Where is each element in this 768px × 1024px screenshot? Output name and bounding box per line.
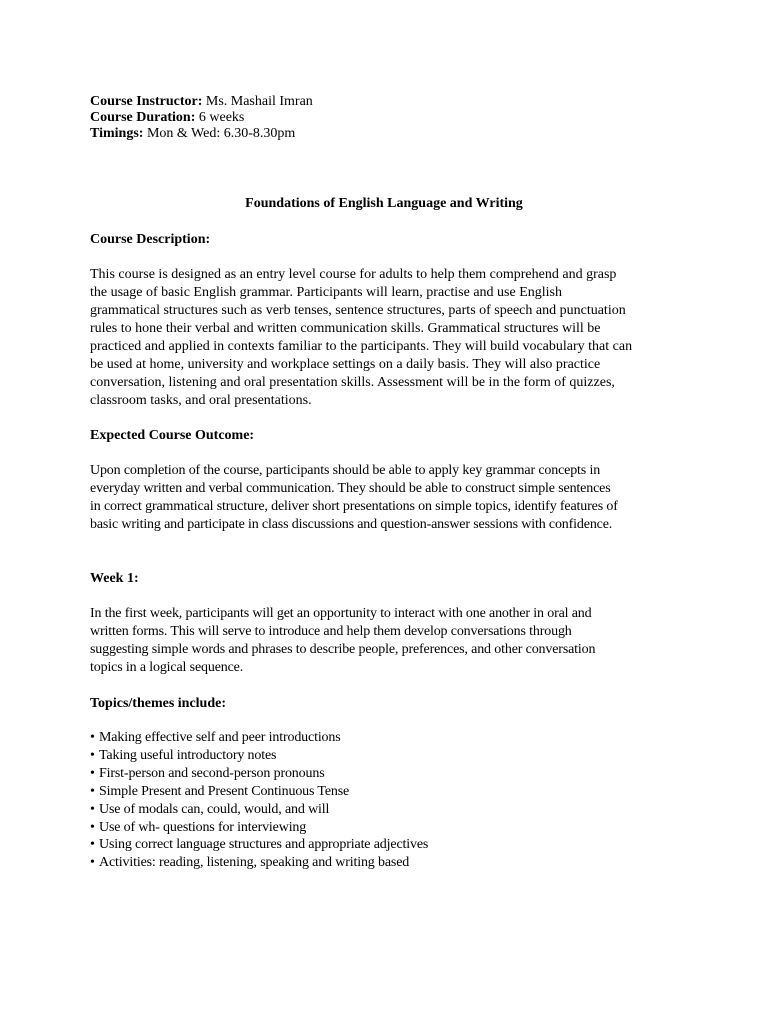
- week1-heading-text: Week 1:: [90, 571, 139, 586]
- bullet-icon: •: [90, 747, 95, 763]
- outcome-line: everyday written and verbal communication. They should be able to construct simple sentences: [90, 481, 611, 496]
- week1-line: written forms. This will serve to introduce and help them develop conversations through: [90, 624, 572, 639]
- list-item-text: Taking useful introductory notes: [99, 747, 277, 763]
- bullet-icon: •: [90, 730, 95, 745]
- list-item-text: Use of modals can, could, would, and will: [99, 801, 330, 817]
- topics-list: [90, 729, 428, 872]
- outcome-paragraph: [90, 462, 682, 534]
- list-item-text: Making effective self and peer introductions: [99, 730, 341, 745]
- list-item: [90, 801, 428, 819]
- description-line: grammatical structures such as verb tenses, sentence structures, parts of speech and punctuation: [90, 303, 626, 318]
- bullet-icon: •: [90, 783, 95, 799]
- week1-line: In the first week, participants will get an opportunity to interact with one another in oral and: [90, 606, 592, 621]
- instructor-value: Ms. Mashail Imran: [205, 94, 313, 109]
- timings-label: Timings:: [90, 126, 144, 141]
- list-item: [90, 729, 428, 747]
- description-heading: [90, 231, 210, 249]
- list-item: [90, 747, 428, 765]
- week1-paragraph: [90, 605, 682, 677]
- bullet-icon: •: [90, 855, 95, 871]
- topics-heading: [90, 695, 226, 713]
- list-item: [90, 836, 428, 854]
- description-line: the usage of basic English grammar. Participants will learn, practise and use English: [90, 285, 562, 300]
- timings-value: Mon & Wed: 6.30-8.30pm: [146, 126, 296, 141]
- list-item: [90, 819, 428, 837]
- description-line: classroom tasks, and oral presentations.: [90, 393, 312, 408]
- outcome-heading: [90, 427, 254, 445]
- description-line: This course is designed as an entry level course for adults to help them comprehend and grasp: [90, 267, 617, 282]
- list-item: [90, 765, 428, 783]
- outcome-line: in correct grammatical structure, deliver short presentations on simple topics, identify features of: [90, 499, 618, 514]
- bullet-icon: •: [90, 765, 95, 781]
- list-item-text: Simple Present and Present Continuous Tense: [99, 783, 350, 799]
- description-paragraph: [90, 266, 682, 410]
- outcome-line: basic writing and participate in class discussions and question-answer sessions with confidence.: [90, 517, 613, 532]
- list-item-text: Use of wh- questions for interviewing: [99, 819, 307, 835]
- topics-heading-text: Topics/themes include:: [90, 696, 226, 711]
- description-line: rules to hone their verbal and written communication skills. Grammatical structures will be: [90, 321, 601, 336]
- description-line: practiced and applied in contexts familiar to the participants. They will build vocabulary that can: [90, 339, 633, 354]
- duration-label: Course Duration:: [90, 110, 196, 125]
- duration-value: 6 weeks: [198, 110, 245, 125]
- description-heading-text: Course Description:: [90, 232, 211, 247]
- course-title: [0, 195, 768, 213]
- list-item-text: First-person and second-person pronouns: [99, 765, 325, 781]
- list-item-text: Using correct language structures and appropriate adjectives: [99, 837, 429, 853]
- week1-heading: [90, 570, 139, 588]
- description-line: conversation, listening and oral presentation skills. Assessment will be in the form of quizzes,: [90, 375, 615, 390]
- list-item: [90, 783, 428, 801]
- week1-line: suggesting simple words and phrases to describe people, preferences, and other conversation: [90, 642, 596, 657]
- timings-line: [90, 125, 295, 143]
- course-title-text: Foundations of English Language and Writing: [245, 196, 523, 211]
- bullet-icon: •: [90, 801, 95, 817]
- list-item: [90, 854, 428, 872]
- week1-line: topics in a logical sequence.: [90, 660, 244, 675]
- bullet-icon: •: [90, 837, 95, 853]
- instructor-label: Course Instructor:: [90, 94, 203, 109]
- outcome-line: Upon completion of the course, participants should be able to apply key grammar concepts in: [90, 463, 601, 478]
- description-line: be used at home, university and workplace settings on a daily basis. They will also practice: [90, 357, 601, 372]
- list-item-text: Activities: reading, listening, speaking and writing based: [99, 855, 410, 871]
- bullet-icon: •: [90, 819, 95, 835]
- outcome-heading-text: Expected Course Outcome:: [90, 428, 255, 443]
